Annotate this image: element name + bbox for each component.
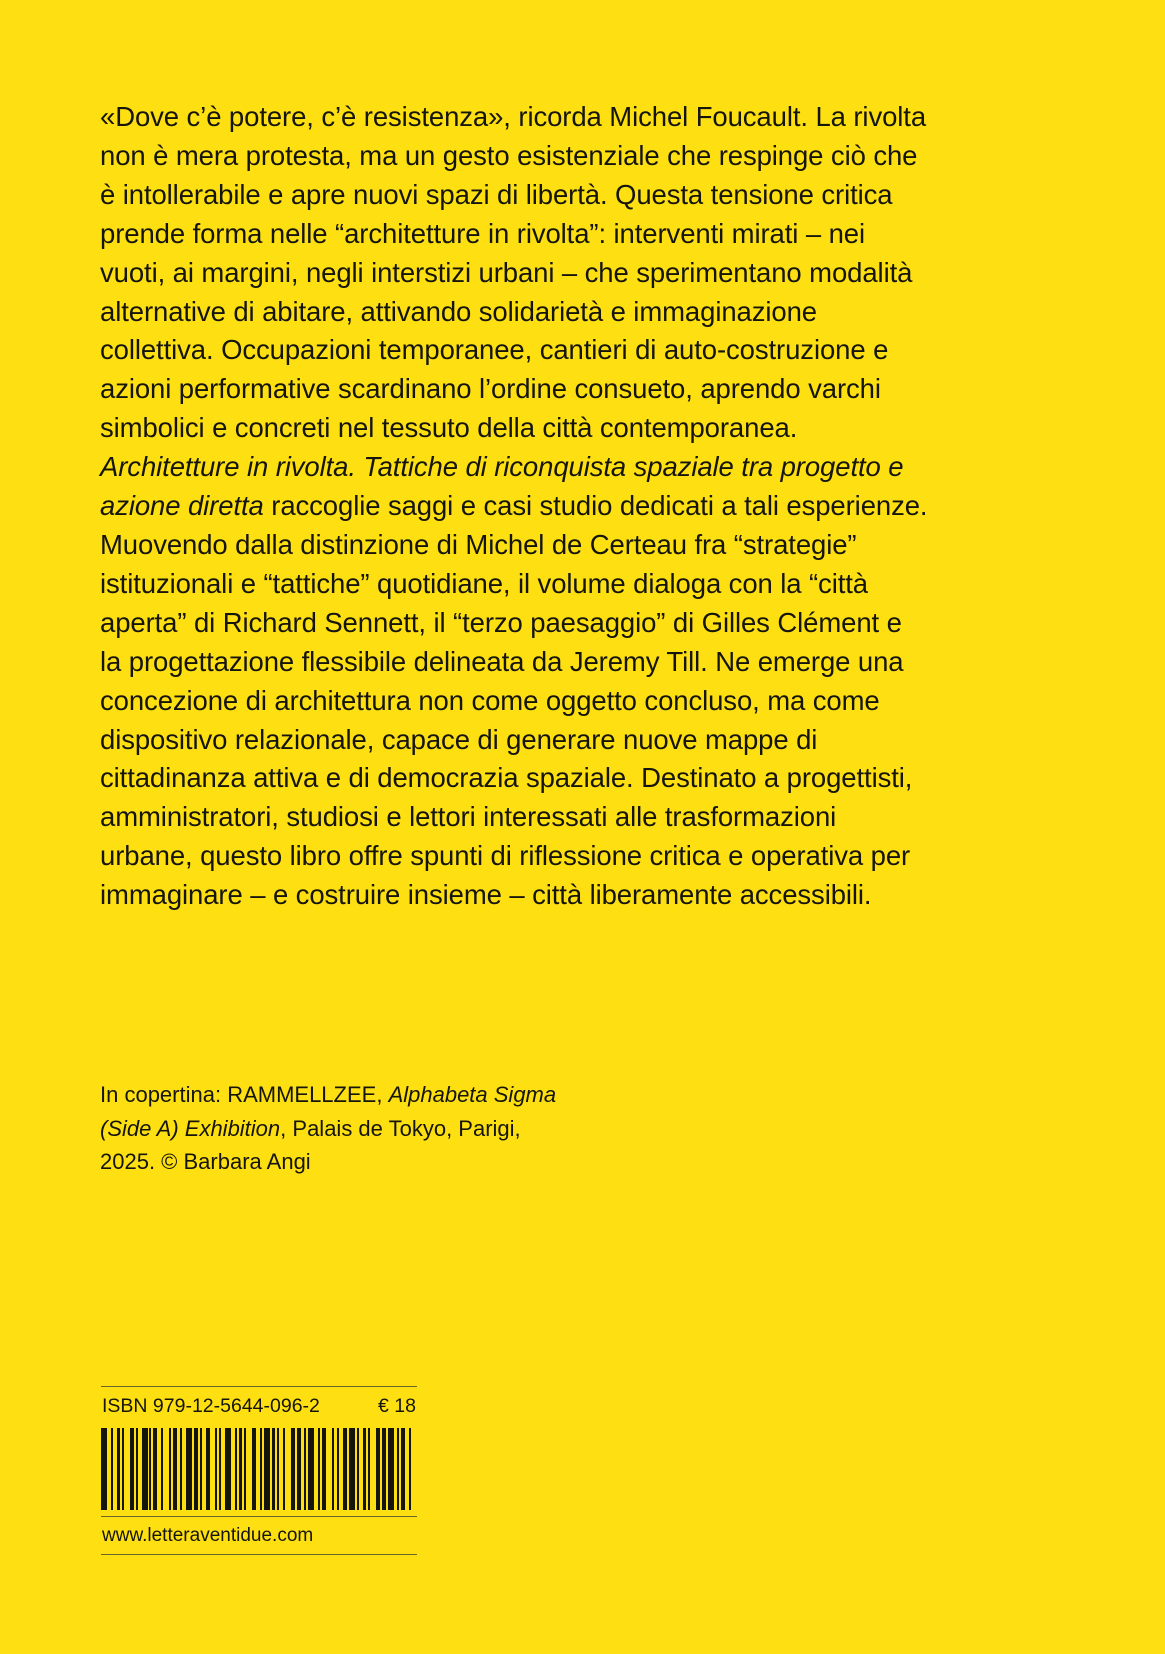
barcode-gap [411,1428,417,1510]
publisher-url: www.letteraventidue.com [102,1524,314,1546]
isbn-number: ISBN 979-12-5644-096-2 [102,1394,320,1417]
blurb-paragraph [100,98,930,915]
credit-suffix: , Palais de Tokyo, Parigi, 2025. © Barbara Angi [100,1115,521,1174]
back-cover-blurb [100,98,930,915]
bottom-rule [101,1554,417,1555]
cover-credit [100,1078,560,1179]
cover-credit-text [100,1078,560,1179]
blurb-text-part-2: raccoglie saggi e casi studio dedicati a tali esperienze. Muovendo dalla distinzione di Michel de Certeau fra “strategie” istituzionali e “tattiche” quotidiane, il volume dialoga con la “città aperta” di Richard Sennett, il “terzo paesaggio” di Gilles Clément e la progettazione flessibile delineata da Jeremy Till. Ne emerge una concezione di architettura non come oggetto concluso, ma come dispositivo relazionale, capace di generare nuove mappe di cittadinanza attiva e di democrazia spaziale. Destinato a progettisti, amministratori, studiosi e lettori interessati alle trasformazioni urbane, questo libro offre spunti di riflessione critica e operativa per immaginare – e costruire insieme – città liberamente accessibili. [100,490,928,911]
barcode [101,1428,417,1510]
price: € 18 [378,1394,416,1417]
blurb-text-part-1: «Dove c’è potere, c’è resistenza», ricorda Michel Foucault. La rivolta non è mera protesta, ma un gesto esistenziale che respinge ciò che è intollerabile e apre nuovi spazi di libertà. Questa tensione critica prende forma nelle “architetture in rivolta”: interventi mirati – nei vuoti, ai margini, negli interstizi urbani – che sperimentano modalità alternative di abitare, attivando solidarietà e immaginazione collettiva. Occupazioni temporanee, cantieri di auto-costruzione e azioni performative scardinano l’ordine consueto, aprendo varchi simbolici e concreti nel tessuto della città contemporanea. [100,101,927,444]
isbn-row [101,1387,417,1425]
credit-prefix: In copertina: RAMMELLZEE, [100,1082,389,1107]
artwork-title: Alphabeta Sigma (Side A) Exhibition [100,1082,557,1141]
book-title: Architetture in rivolta. Tattiche di riconquista spaziale tra progetto e azione diretta [100,451,904,522]
isbn-barcode-block [101,1386,417,1555]
url-row [101,1517,417,1554]
